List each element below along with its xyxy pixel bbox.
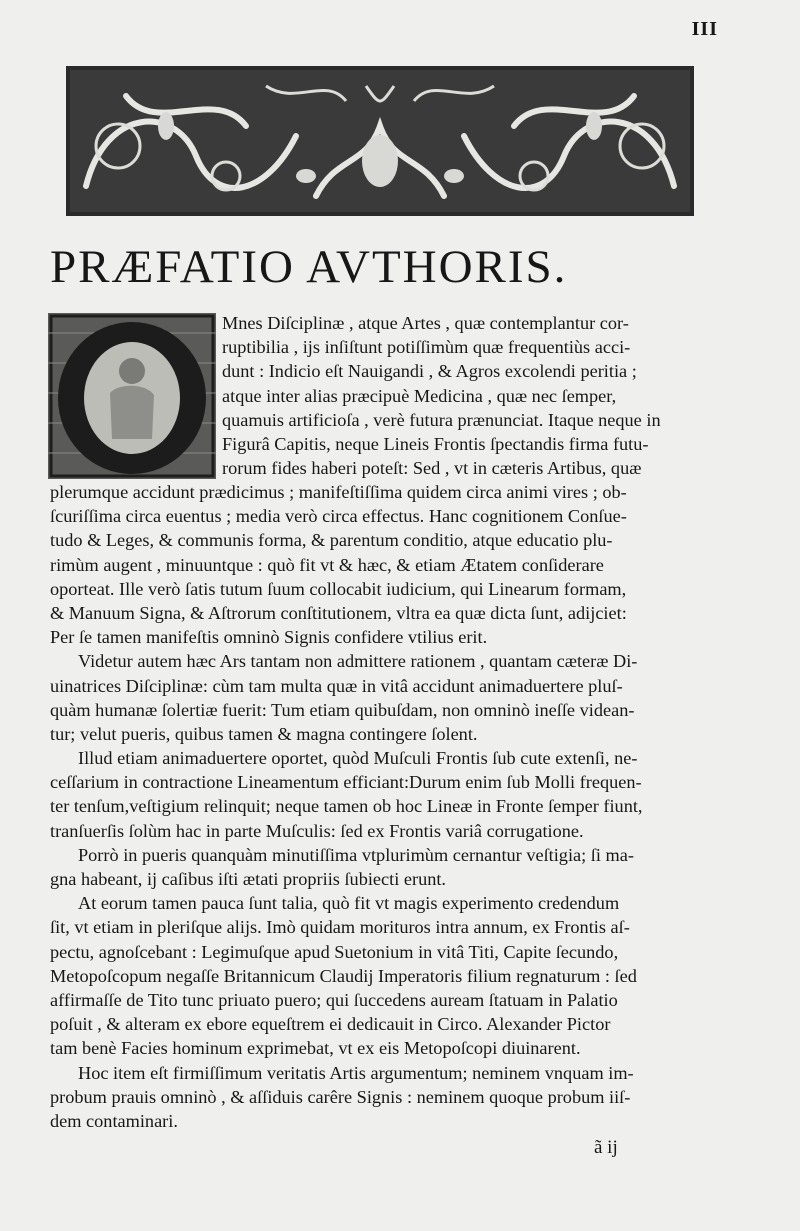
text-line: rimùm augent , minuuntque : quò fit vt & hæc, & etiam Ætatem conſiderare	[50, 554, 604, 575]
text-line: Videtur autem hæc Ars tantam non admittere rationem , quantam cæteræ Di-	[78, 651, 638, 672]
text-line: tranſuerſis ſolùm hac in parte Muſculis: ſed ex Frontis variâ corrugatione.	[50, 820, 584, 841]
signature-mark: ã ij	[594, 1137, 618, 1158]
text-line: tur; velut pueris, quibus tamen & magna contingere ſolent.	[50, 723, 478, 744]
page-title: PRÆFATIO AVTHORIS.	[50, 241, 568, 293]
text-line: tam benè Facies hominum exprimebat, vt ex eis Metopoſcopi diuinarent.	[50, 1038, 581, 1059]
text-line: probum prauis omninò , & aſſiduis carêre Signis : neminem quoque probum iiſ-	[50, 1086, 631, 1107]
ornamental-headpiece	[66, 66, 694, 216]
text-line: tudo & Leges, & communis forma, & parentum conditio, atque educatio plu-	[50, 530, 613, 551]
text-line: uinatrices Diſciplinæ: cùm tam multa quæ in vitâ accidunt animaduertere pluſ-	[50, 675, 623, 696]
text-line: ſit, vt etiam in pleriſque alijs. Imò quidam morituros intra annum, ex Frontis aſ-	[50, 917, 630, 938]
text-line: Figurâ Capitis, neque Lineis Frontis ſpectandis firma futu-	[222, 433, 649, 454]
text-line: ſcuriſſima circa euentus ; media verò circa effectus. Hanc cognitionem Conſue-	[50, 506, 627, 527]
text-line: quamuis artificioſa , verè futura prænunciat. Itaque neque in	[222, 409, 661, 430]
text-line: oporteat. Ille verò ſatis tutum ſuum collocabit iudicium, qui Linearum formam,	[50, 578, 627, 599]
text-line: quàm humanæ ſolertiæ fuerit: Tum etiam quibuſdam, non omninò ineſſe videan-	[50, 699, 635, 720]
text-line: ter tenſum,veſtigium relinquit; neque tamen ob hoc Lineæ in Fronte ſemper fiunt,	[50, 796, 643, 817]
text-line: Hoc item eſt firmiſſimum veritatis Artis argumentum; neminem vnquam im-	[78, 1062, 634, 1083]
main-text	[50, 480, 752, 1133]
text-line: ruptibilia , ijs inſiſtunt potiſſimùm quæ frequentiùs acci-	[222, 337, 631, 358]
text-line: Illud etiam animaduertere oportet, quòd Muſculi Frontis ſub cute extenſi, ne-	[78, 748, 638, 769]
text-line: dunt : Indicio eſt Nauigandi , & Agros excolendi peritia ;	[222, 361, 637, 382]
text-line: atque inter alias præcipuè Medicina , quæ nec ſemper,	[222, 385, 617, 406]
text-line: affirmaſſe de Tito tunc priuato puero; qui ſuccedens auream ſtatuam in Palatio	[50, 989, 618, 1010]
text-line: Porrò in pueris quanquàm minutiſſima vtplurimùm cernantur veſtigia; ſi ma-	[78, 844, 634, 865]
text-line: dem contaminari.	[50, 1110, 178, 1131]
text-line: Metopoſcopum negaſſe Britannicum Claudij Imperatoris filium regnaturum : ſed	[50, 965, 637, 986]
text-line: pectu, agnoſcebant : Legimuſque apud Suetonium in vitâ Titi, Capite ſecundo,	[50, 941, 619, 962]
text-line: poſuit , & alteram ex ebore equeſtrem ei dedicauit in Circo. Alexander Pictor	[50, 1014, 611, 1035]
decorated-initial	[48, 313, 216, 479]
page-number: III	[691, 18, 718, 40]
text-line: gna habeant, ij caſibus iſti ætati propriis ſubiecti erunt.	[50, 869, 447, 889]
text-line: rorum fides haberi poteſt: Sed , vt in cæteris Artibus, quæ	[222, 458, 642, 479]
text-line: plerumque accidunt prædicimus ; manifeſtiſſima quidem circa animi vires ; ob-	[50, 482, 627, 502]
text-line: & Manuum Signa, & Aſtrorum conſtitutionem, vltra ea quæ dicta ſunt, adijciet:	[50, 602, 627, 623]
text-line: ceſſarium in contractione Lineamentum efficiant:Durum enim ſub Molli frequen-	[50, 772, 642, 793]
text-line: Per ſe tamen manifeſtis omninò Signis confidere vtilius erit.	[50, 627, 488, 648]
text-line: Mnes Diſciplinæ , atque Artes , quæ contemplantur cor-	[222, 313, 629, 333]
text-line: At eorum tamen pauca ſunt talia, quò fit vt magis experimento credendum	[78, 893, 620, 914]
text-beside-initial	[222, 311, 752, 480]
